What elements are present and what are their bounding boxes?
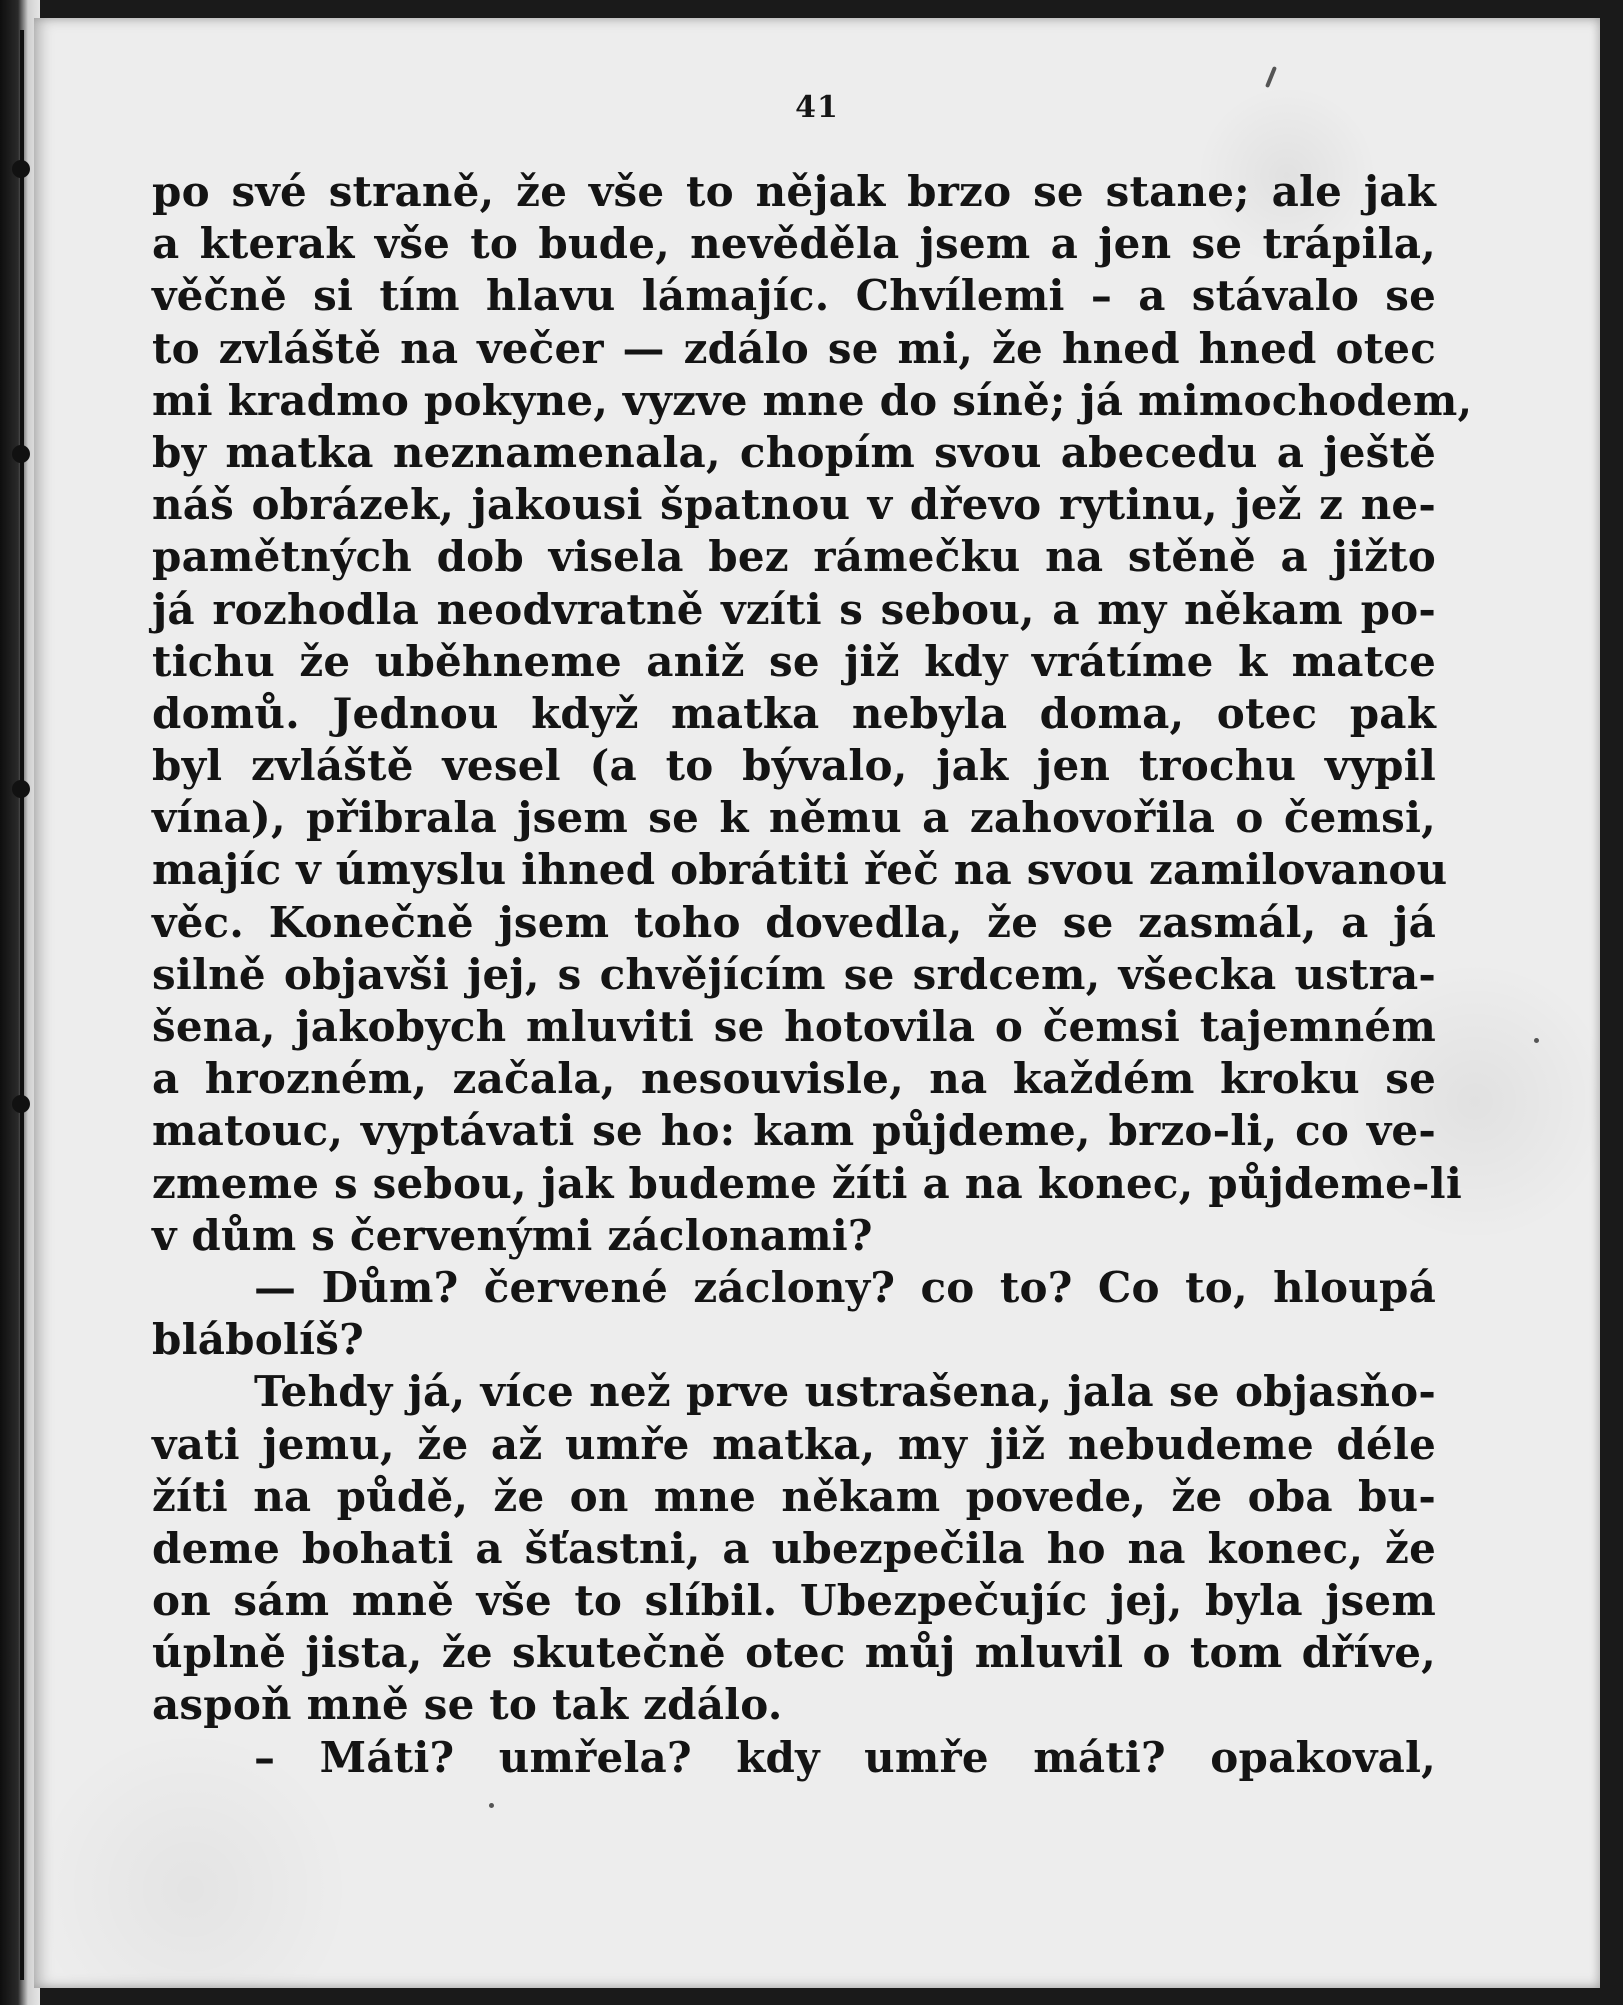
paper-speck xyxy=(1265,66,1277,88)
text-line: vati jemu, že až umře matka, my již nebudeme déle xyxy=(152,1419,1436,1469)
text-line: — Dům? červené záclony? co to? Co to, hloupá xyxy=(254,1262,1436,1312)
text-line: blábolíš? xyxy=(152,1315,364,1365)
text-line: silně objavši jej, s chvějícím se srdcem, všecka ustra- xyxy=(152,949,1436,999)
binding-hole xyxy=(12,780,30,798)
text-line: byl zvláště vesel (a to bývalo, jak jen trochu vypil xyxy=(152,741,1436,791)
text-line: vína), přibrala jsem se k němu a zahovořila o čemsi, xyxy=(152,793,1436,843)
text-line: žíti na půdě, že on mne někam povede, že oba bu- xyxy=(152,1471,1436,1521)
text-line: majíc v úmyslu ihned obrátiti řeč na svou zamilovanou xyxy=(152,845,1448,895)
text-line: já rozhodla neodvratně vzíti s sebou, a my někam po- xyxy=(152,584,1436,634)
binding-hole xyxy=(12,160,30,178)
text-line: pamětných dob visela bez rámečku na stěně a jižto xyxy=(152,532,1436,582)
text-line: po své straně, že vše to nějak brzo se stane; ale jak xyxy=(152,167,1436,216)
text-line: on sám mně vše to slíbil. Ubezpečujíc jej, byla jsem xyxy=(152,1576,1436,1626)
binding-hole xyxy=(12,445,30,463)
text-line: šena, jakobych mluviti se hotovila o čemsi tajemném xyxy=(152,1002,1436,1051)
page-number: 41 xyxy=(795,90,839,125)
text-line: věc. Konečně jsem toho dovedla, že se zasmál, a já xyxy=(152,897,1436,947)
binding-thread xyxy=(20,30,24,1980)
page-text xyxy=(152,166,1473,1784)
text-line: věčně si tím hlavu lámajíc. Chvílemi – a stávalo se xyxy=(152,271,1436,321)
text-line: to zvláště na večer — zdálo se mi, že hned hned otec xyxy=(152,323,1436,373)
text-line: a hrozném, začala, nesouvisle, na každém kroku se xyxy=(152,1054,1436,1104)
binding-hole xyxy=(12,1095,30,1113)
text-line: tichu že uběhneme aniž se již kdy vrátíme k matce xyxy=(152,636,1436,686)
text-line: Tehdy já, více než prve ustrašena, jala se objasňo- xyxy=(254,1367,1436,1417)
paper-speck xyxy=(489,1803,494,1808)
text-line: úplně jista, že skutečně otec můj mluvil o tom dříve, xyxy=(152,1628,1436,1678)
text-line: v dům s červenými záclonami? xyxy=(152,1210,873,1260)
text-line: zmeme s sebou, jak budeme žíti a na konec, půjdeme-li xyxy=(152,1158,1462,1208)
text-line: náš obrázek, jakousi špatnou v dřevo rytinu, jež z ne- xyxy=(152,480,1436,530)
text-line: by matka neznamenala, chopím svou abecedu a ještě xyxy=(152,427,1436,477)
paper-speck xyxy=(1534,1038,1539,1043)
text-line: mi kradmo pokyne, vyzve mne do síně; já mimochodem, xyxy=(152,375,1473,425)
text-line: a kterak vše to bude, nevěděla jsem a jen se trápila, xyxy=(152,219,1436,269)
text-line: domů. Jednou když matka nebyla doma, otec pak xyxy=(152,688,1436,738)
text-line: deme bohati a šťastni, a ubezpečila ho na konec, že xyxy=(152,1523,1436,1573)
book-page xyxy=(34,18,1600,1988)
text-line: – Máti? umřela? kdy umře máti? opakoval, xyxy=(254,1732,1436,1782)
text-line: matouc, vyptávati se ho: kam půjdeme, brzo-li, co ve- xyxy=(152,1106,1436,1156)
text-line: aspoň mně se to tak zdálo. xyxy=(152,1680,783,1730)
